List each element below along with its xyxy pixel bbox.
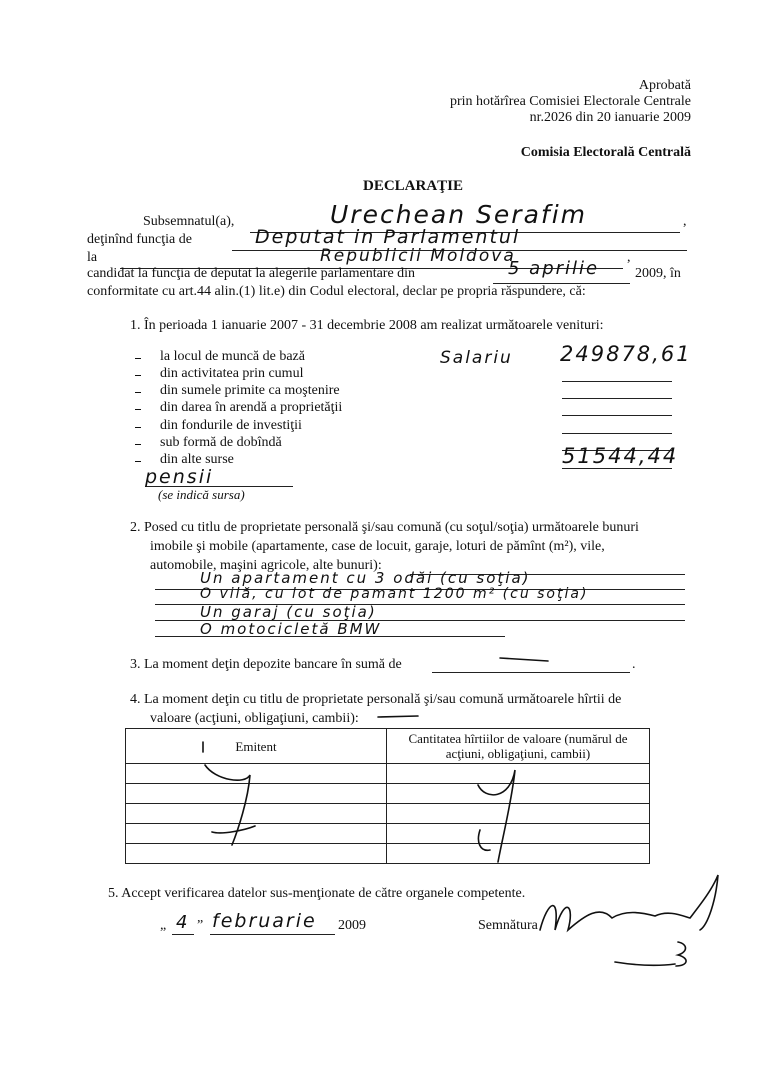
subsemnatul-label: Subsemnatul(a), bbox=[143, 214, 235, 229]
income-label: la locul de muncă de bază bbox=[160, 349, 305, 364]
property-entry: O vilă, cu lot de pamant 1200 m² (cu soţia) bbox=[200, 586, 589, 602]
subsemnatul-value: Urechean Serafim bbox=[330, 200, 587, 229]
column-header-emitent: Emitent bbox=[126, 729, 387, 764]
income-label: sub formă de dobîndă bbox=[160, 435, 282, 450]
section-4-line-1: 4. La moment deţin cu titlu de proprietate personală şi/sau comună următoarele hîrtii de bbox=[130, 692, 622, 707]
property-entry: O motocicletă BMW bbox=[200, 620, 382, 638]
income-label: din alte surse bbox=[160, 452, 234, 467]
candidat-text: candidat la funcţia de deputat la alegerile parlamentare din bbox=[87, 266, 416, 281]
commission-name: Comisia Electorală Centrală bbox=[520, 145, 691, 160]
section-3-text: 3. La moment deţin depozite bancare în sumă de bbox=[130, 657, 402, 672]
dash-mark bbox=[500, 658, 548, 661]
income-label: din fondurile de investiţii bbox=[160, 418, 302, 433]
income-note: Salariu bbox=[440, 348, 513, 368]
section-5-text: 5. Accept verificarea datelor sus-menţionate de către organele competente. bbox=[108, 886, 526, 901]
section-2-line-2: imobile şi mobile (apartamente, case de locuit, garaje, loturi de pămînt (m²), vile, bbox=[150, 539, 605, 554]
income-label: din activitatea prin cumul bbox=[160, 366, 304, 381]
other-source-value: pensii bbox=[145, 466, 214, 488]
cross-out-mark bbox=[205, 765, 255, 845]
dash-mark bbox=[378, 716, 418, 717]
property-entry: Un garaj (cu soţia) bbox=[200, 603, 377, 621]
source-hint: (se indică sursa) bbox=[158, 487, 245, 502]
functia-label: deţinînd funcţia de bbox=[87, 232, 192, 247]
signature-mark bbox=[540, 875, 718, 930]
la-label: la bbox=[87, 250, 98, 265]
date-day: 4 bbox=[176, 912, 190, 933]
property-entry: Un apartament cu 3 odăi (cu soţia) bbox=[200, 569, 531, 587]
candidat-year: 2009, în bbox=[635, 266, 681, 281]
approval-line-1: Aprobată bbox=[638, 78, 691, 93]
date-year: 2009 bbox=[338, 918, 366, 933]
income-label: din sumele primite ca moştenire bbox=[160, 383, 340, 398]
approval-line-3: nr.2026 din 20 ianuarie 2009 bbox=[529, 110, 691, 125]
document-title: DECLARAŢIE bbox=[363, 178, 464, 194]
conformitate-text: conformitate cu art.44 alin.(1) lit.e) din Codul electoral, declar pe propria răspundere, că: bbox=[87, 284, 586, 299]
date-month: februarie bbox=[212, 910, 317, 932]
section-2-line-3: automobile, maşini agricole, alte bunuri): bbox=[150, 558, 382, 573]
signature-label: Semnătura bbox=[478, 918, 538, 933]
la-value: Republicii Moldova bbox=[320, 246, 516, 266]
section-4-line-2: valoare (acţiuni, obligaţiuni, cambii): bbox=[150, 711, 359, 726]
income-value: 51544,44 bbox=[562, 444, 679, 468]
candidat-date: 5 aprilie bbox=[508, 258, 600, 279]
signature-mark bbox=[615, 942, 686, 966]
income-value: 249878,61 bbox=[560, 342, 692, 366]
cross-out-mark bbox=[478, 770, 515, 862]
section-2-line-1: 2. Posed cu titlu de proprietate personală şi/sau comună (cu soţul/soţia) următoarele bunuri bbox=[130, 520, 639, 535]
section-1-heading: 1. În perioada 1 ianuarie 2007 - 31 decembrie 2008 am realizat următoarele venituri: bbox=[130, 318, 604, 333]
column-header-quantity: Cantitatea hîrtiilor de valoare (numărul de acţiuni, obligaţiuni, cambii) bbox=[387, 729, 650, 764]
income-label: din darea în arendă a proprietăţii bbox=[160, 400, 343, 415]
functia-value: Deputat in Parlamentul bbox=[255, 226, 521, 248]
approval-line-2: prin hotărîrea Comisiei Electorale Centrale bbox=[449, 94, 691, 109]
